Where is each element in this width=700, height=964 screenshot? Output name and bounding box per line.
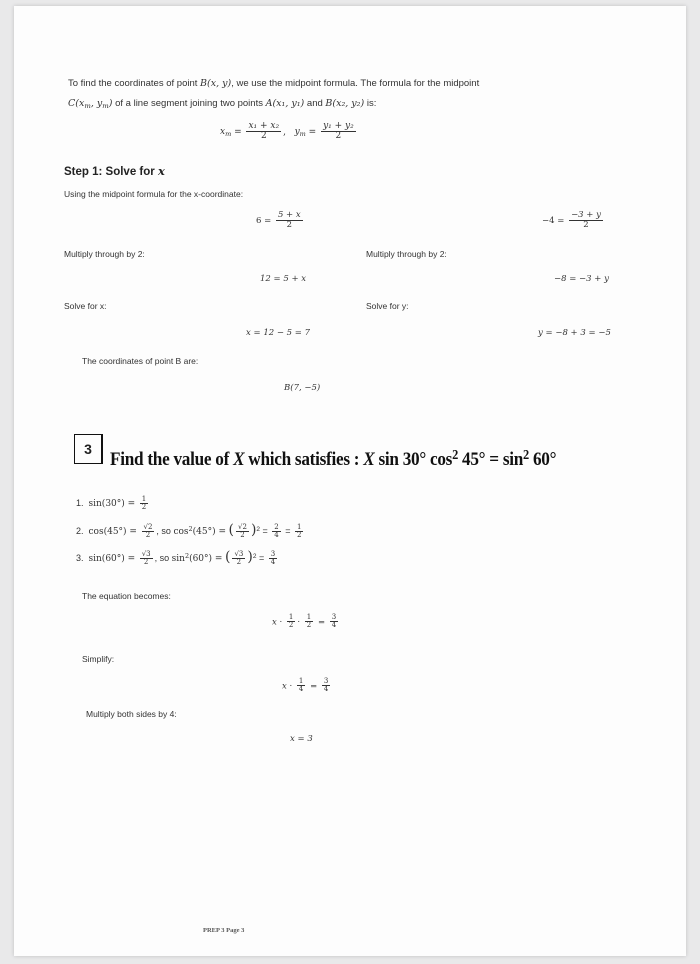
step1-using: Using the midpoint formula for the x-coordinate: — [64, 189, 244, 199]
solution-item-2: 2. cos(45°) = $\frac{√2}{2}$ , so $\cos^2(45^\circ)$ = ( $\frac{√2}{2}$ )$^2$ = $\frac{2}{4}$ = $\frac{1}{2}$ — [76, 522, 302, 540]
step1-title: Step 1: Solve for x — [64, 164, 165, 178]
document-page — [14, 6, 686, 956]
page-footer: PREP 3 Page 3 — [203, 927, 245, 934]
multiply-left-label: Multiply through by 2: — [64, 249, 145, 259]
question-title: Find the value of X which satisfies : X sin 30° $\cos^2 45^\circ = \sin^2 60^\circ$ — [110, 447, 557, 470]
eq-y-midpoint: −4 = $\frac{-3 + y}{2}$ — [542, 210, 601, 230]
solve-y-label: Solve for y: — [366, 301, 409, 311]
eq2-x: 12 = 5 + x — [260, 274, 307, 284]
eq2-y: −8 = −3 + y — [554, 274, 609, 284]
multiply-right-label: Multiply through by 2: — [366, 249, 447, 259]
intro-line-2: $C(x_m$, $y_m$) of a line segment joining two points A(x₁, y₁) and B(x₂, y₂) is: — [68, 98, 377, 110]
intro-line-1: To find the coordinates of point B(x, y), we use the midpoint formula. The formula for the midpoint — [68, 78, 480, 89]
question-number-box: 3 — [74, 434, 103, 464]
solution-item-3: 3. sin(60°) = $\frac{√3}{2}$ , so $\sin^2(60^\circ)$ = ( $\frac{√3}{2}$ )$^2$ = $\frac{3}{4}$ — [76, 549, 276, 567]
final-answer: x = 3 — [290, 734, 313, 744]
multiply-both-label: Multiply both sides by 4: — [86, 709, 177, 719]
eq3-y: y = −8 + 3 = −5 — [538, 328, 611, 338]
eq3-x: x = 12 − 5 = 7 — [246, 328, 311, 338]
solution-item-1: 1. sin(30°) = $\frac{1}{2}$ — [76, 495, 147, 512]
eq-x-midpoint: 6 = $\frac{5 + x}{2}$ — [256, 210, 301, 230]
simplify-label: Simplify: — [82, 654, 115, 664]
solve-x-label: Solve for x: — [64, 301, 107, 311]
result-point: B(7, −5) — [284, 383, 321, 393]
coords-text: The coordinates of point B are: — [82, 356, 199, 366]
equation-1: x · $\frac{1}{2}$ · $\frac{1}{2}$ = $\frac{3}{4}$ — [272, 613, 337, 630]
midpoint-C: $C(x_m$, $y_m$) — [68, 98, 113, 110]
equation-becomes: The equation becomes: — [82, 591, 171, 601]
equation-2: x · $\frac{1}{4}$ = $\frac{3}{4}$ — [282, 677, 329, 694]
midpoint-formula: $x_m$ = $\frac{\text{x₁ + x₂}}{2}$ , $y_m$ = $\frac{\text{y₁ + y₂}}{2}$ — [220, 121, 354, 142]
